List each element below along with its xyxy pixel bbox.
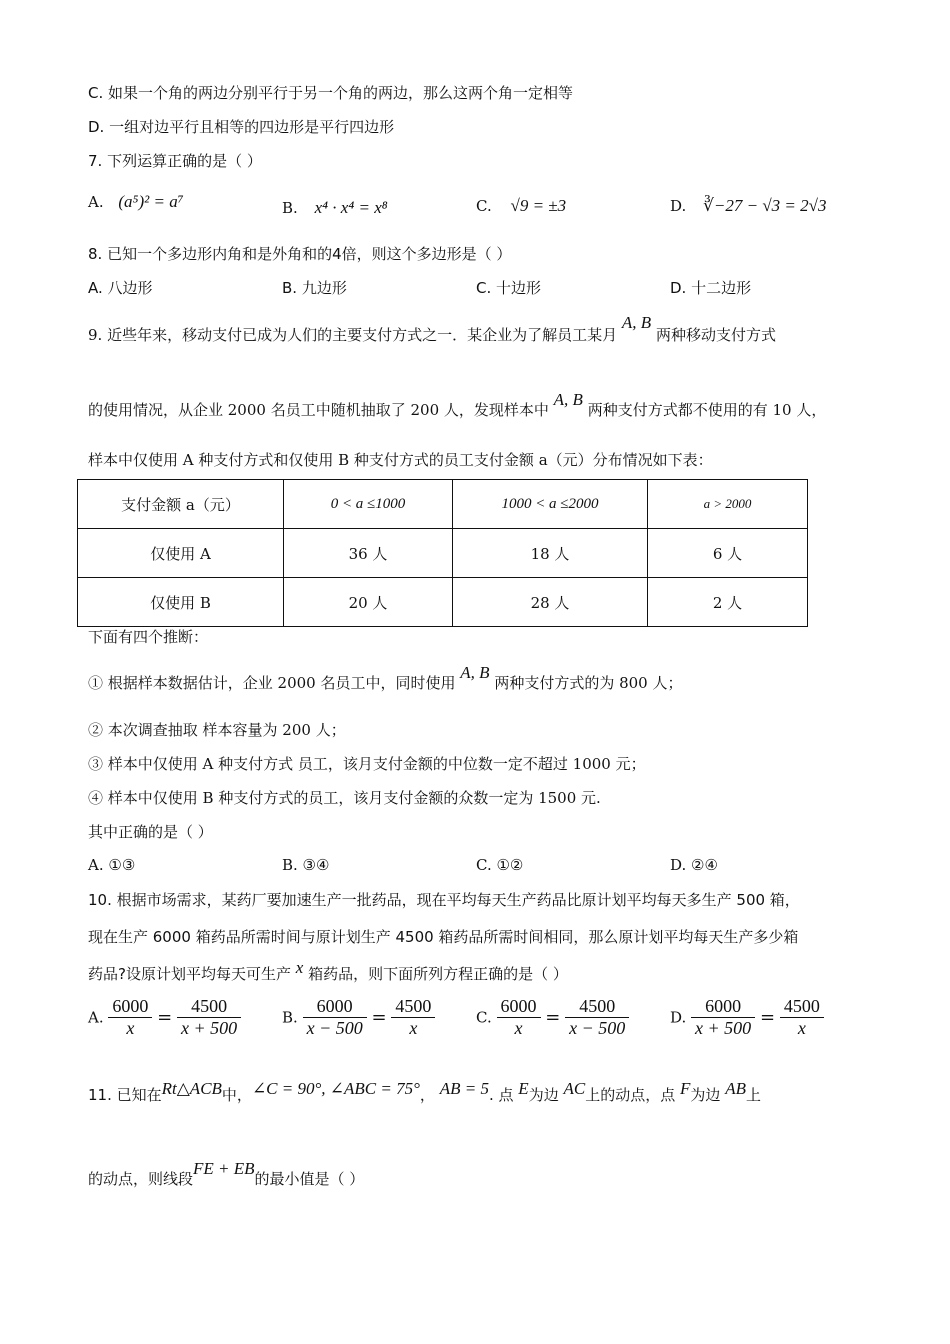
q7-a-expr: (a⁵)² = a⁷ bbox=[118, 192, 184, 211]
q9-ab-2: A, B bbox=[553, 390, 583, 409]
q11-text: 的动点，则线段 bbox=[88, 1170, 194, 1188]
numerator: 4500 bbox=[391, 996, 435, 1018]
table-cell: 仅使用 B bbox=[78, 578, 284, 627]
q11-line1 bbox=[88, 1079, 761, 1105]
q11-text: . 点 bbox=[488, 1086, 514, 1104]
q11-point-f: F bbox=[680, 1079, 691, 1098]
q10-line3-tail: 箱药品，则下面所列方程正确的是（ ） bbox=[308, 965, 568, 983]
q9-ab-1: A, B bbox=[621, 313, 652, 332]
q9-s1-text: ① 根据样本数据估计，企业 2000 名员工中，同时使用 bbox=[88, 674, 456, 692]
q9-ab-3: A, B bbox=[460, 663, 490, 682]
q10-line1: 10. 根据市场需求，某药厂要加速生产一批药品，现在平均每天生产药品比原计划平均每天多生产 500 箱， bbox=[88, 891, 800, 909]
q7-option-c bbox=[476, 196, 566, 216]
q10-line3-text: 药品?设原计划平均每天可生产 bbox=[88, 965, 291, 983]
equals-sign: = bbox=[371, 1007, 387, 1028]
numerator: 4500 bbox=[780, 996, 824, 1018]
denominator: x bbox=[514, 1018, 523, 1038]
denominator: x − 500 bbox=[569, 1018, 626, 1038]
table-cell: 仅使用 A bbox=[78, 529, 284, 578]
q7-option-b bbox=[282, 198, 388, 218]
q10-b-frac-left bbox=[303, 996, 367, 1039]
q8-option-b: B. 九边形 bbox=[282, 279, 347, 297]
q11-line2 bbox=[88, 1159, 365, 1189]
q9-option-a: A. ①③ bbox=[88, 856, 136, 874]
q9-line1 bbox=[88, 313, 776, 345]
q10-a-label: A. bbox=[88, 1008, 104, 1027]
q11-text: 上 bbox=[745, 1086, 761, 1104]
q7-option-a bbox=[88, 192, 184, 212]
table-cell: 6 人 bbox=[648, 529, 808, 578]
table-row bbox=[78, 578, 808, 627]
table-header-cell: 支付金额 a（元） bbox=[78, 480, 284, 529]
q10-x: x bbox=[295, 958, 304, 977]
q11-text: 11. 已知在 bbox=[88, 1086, 162, 1104]
numerator: 6000 bbox=[108, 996, 152, 1018]
q9-line2-text: 的使用情况，从企业 2000 名员工中随机抽取了 200 人，发现样本中 bbox=[88, 401, 549, 419]
equals-sign: = bbox=[759, 1007, 776, 1028]
q10-option-d bbox=[670, 996, 824, 1039]
equals-sign: = bbox=[157, 1007, 173, 1028]
q9-line2 bbox=[88, 390, 827, 420]
q10-d-label: D. bbox=[670, 1008, 687, 1027]
q10-a-frac-right bbox=[177, 996, 241, 1039]
q9-line3: 样本中仅使用 A 种支付方式和仅使用 B 种支付方式的员工支付金额 a（元）分布情况如下表： bbox=[88, 451, 713, 469]
q7-a-label: A. bbox=[88, 193, 104, 211]
q11-text: 的最小值是（ ） bbox=[254, 1170, 365, 1188]
q10-c-frac-left bbox=[497, 996, 541, 1039]
q9-statement-2: ② 本次调查抽取 样本容量为 200 人； bbox=[88, 721, 346, 739]
table-cell: 2 人 bbox=[648, 578, 808, 627]
q9-ask: 其中正确的是（ ） bbox=[88, 823, 213, 841]
q11-text: 为边 bbox=[690, 1086, 721, 1104]
q10-d-frac-left bbox=[691, 996, 755, 1039]
denominator: x bbox=[409, 1018, 418, 1038]
q11-expression: FE + EB bbox=[193, 1159, 255, 1178]
numerator: 4500 bbox=[565, 996, 629, 1018]
q9-line2-tail: 两种支付方式都不使用的有 10 人， bbox=[587, 401, 827, 419]
table-row bbox=[78, 529, 808, 578]
q11-text: ， bbox=[419, 1086, 435, 1104]
q10-c-frac-right bbox=[565, 996, 629, 1039]
table-header-cell: a > 2000 bbox=[648, 480, 808, 529]
q11-point-e: E bbox=[518, 1079, 529, 1098]
q9-option-b: B. ③④ bbox=[282, 856, 330, 874]
table-header-cell: 1000 < a ≤2000 bbox=[453, 480, 648, 529]
q11-ab-length: AB = 5 bbox=[439, 1079, 489, 1098]
q9-option-c: C. ①② bbox=[476, 856, 524, 874]
q7-stem: 7. 下列运算正确的是（ ） bbox=[88, 152, 262, 170]
q10-a-frac-left bbox=[108, 996, 152, 1039]
q10-c-label: C. bbox=[476, 1008, 492, 1027]
q11-side-ac: AC bbox=[563, 1079, 586, 1098]
q9-line1-text: 9. 近些年来，移动支付已成为人们的主要支付方式之一．某企业为了解员工某月 bbox=[88, 326, 618, 344]
q9-s1-tail: 两种支付方式的为 800 人； bbox=[494, 674, 683, 692]
numerator: 6000 bbox=[691, 996, 755, 1018]
q10-option-b bbox=[282, 996, 435, 1039]
q11-angles: ∠C = 90°, ∠ABC = 75° bbox=[251, 1079, 420, 1098]
numerator: 6000 bbox=[303, 996, 367, 1018]
q8-option-c: C. 十边形 bbox=[476, 279, 542, 297]
table-cell: 36 人 bbox=[284, 529, 453, 578]
q7-d-expr: ∛−27 − √3 = 2√3 bbox=[703, 196, 827, 215]
q8-stem: 8. 已知一个多边形内角和是外角和的4倍，则这个多边形是（ ） bbox=[88, 245, 512, 263]
q11-triangle: Rt△ACB bbox=[161, 1079, 222, 1098]
q9-intro: 下面有四个推断： bbox=[88, 628, 209, 646]
q7-b-expr: x⁴ · x⁴ = x⁸ bbox=[314, 198, 388, 217]
q10-b-frac-right bbox=[391, 996, 435, 1039]
denominator: x bbox=[126, 1018, 135, 1038]
q10-option-a bbox=[88, 996, 241, 1039]
table-cell: 28 人 bbox=[453, 578, 648, 627]
q7-c-label: C. bbox=[476, 197, 492, 215]
q10-b-label: B. bbox=[282, 1008, 298, 1027]
q9-line1-tail: 两种移动支付方式 bbox=[655, 326, 776, 344]
q11-text: 中， bbox=[221, 1086, 252, 1104]
q9-statement-3: ③ 样本中仅使用 A 种支付方式 员工，该月支付金额的中位数一定不超过 1000 元； bbox=[88, 755, 646, 773]
q10-option-c bbox=[476, 996, 629, 1039]
q11-text: 上的动点，点 bbox=[585, 1086, 676, 1104]
table-cell: 18 人 bbox=[453, 529, 648, 578]
payment-distribution-table bbox=[77, 479, 808, 627]
q10-line3 bbox=[88, 958, 568, 984]
equals-sign: = bbox=[545, 1007, 561, 1028]
q7-option-d bbox=[670, 196, 826, 216]
table-header-cell: 0 < a ≤1000 bbox=[284, 480, 453, 529]
q11-text: 为边 bbox=[528, 1086, 559, 1104]
q8-option-a: A. 八边形 bbox=[88, 279, 153, 297]
q6-option-d: D. 一组对边平行且相等的四边形是平行四边形 bbox=[88, 118, 395, 136]
q7-c-expr: √9 = ±3 bbox=[510, 196, 567, 215]
denominator: x − 500 bbox=[306, 1018, 363, 1038]
q6-option-c: C. 如果一个角的两边分别平行于另一个角的两边，那么这两个角一定相等 bbox=[88, 84, 574, 102]
q9-statement-4: ④ 样本中仅使用 B 种支付方式的员工，该月支付金额的众数一定为 1500 元. bbox=[88, 789, 601, 807]
table-cell: 20 人 bbox=[284, 578, 453, 627]
q11-side-ab: AB bbox=[725, 1079, 746, 1098]
q10-line2: 现在生产 6000 箱药品所需时间与原计划生产 4500 箱药品所需时间相同，那么原计划平均每天生产多少箱 bbox=[88, 928, 799, 946]
denominator: x bbox=[797, 1018, 806, 1038]
q9-statement-1 bbox=[88, 663, 683, 693]
denominator: x + 500 bbox=[695, 1018, 752, 1038]
q9-option-d: D. ②④ bbox=[670, 856, 718, 874]
q10-d-frac-right bbox=[780, 996, 824, 1039]
q7-d-label: D. bbox=[670, 197, 687, 215]
numerator: 6000 bbox=[497, 996, 541, 1018]
q7-b-label: B. bbox=[282, 199, 298, 217]
denominator: x + 500 bbox=[181, 1018, 238, 1038]
q8-option-d: D. 十二边形 bbox=[670, 279, 752, 297]
table-header-row bbox=[78, 480, 808, 529]
numerator: 4500 bbox=[177, 996, 241, 1018]
